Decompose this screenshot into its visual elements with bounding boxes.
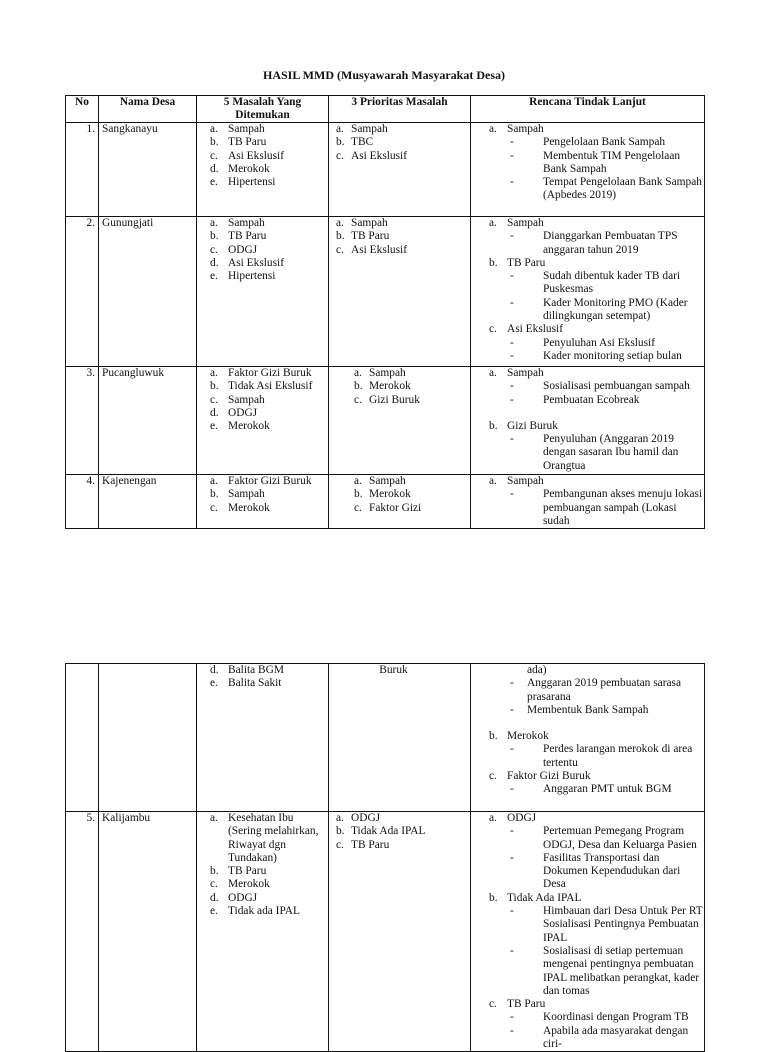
list-item (197, 892, 328, 905)
list-text: Sampah (228, 488, 265, 501)
lettered-list (329, 217, 470, 257)
lettered-list (329, 123, 470, 163)
list-item (197, 502, 328, 515)
dash-list (507, 743, 704, 770)
dash-list (507, 825, 704, 891)
list-marker: a. (336, 812, 344, 824)
dash-item: - Dianggarkan Pembuatan TPS anggaran tahun 2019 (507, 230, 704, 257)
list-text: Hipertensi (228, 176, 276, 189)
list-text: ODGJ (351, 812, 381, 824)
list-marker: d. (210, 891, 219, 904)
dash-list (507, 1011, 704, 1051)
list-item (197, 878, 328, 891)
action-plan-problem: Sampah (507, 217, 544, 229)
dash-list (507, 380, 704, 407)
header-no: No (66, 96, 99, 123)
dash-list (507, 270, 704, 323)
list-text: Asi Ekslusif (228, 149, 285, 162)
list-item (329, 502, 470, 515)
list-text: Sampah (351, 123, 388, 135)
action-plan-list (471, 475, 704, 528)
list-marker: d. (210, 664, 219, 676)
list-text: Sampah (369, 475, 406, 487)
list-marker: b. (489, 891, 498, 904)
list-item (197, 475, 328, 488)
list-text: Sampah (351, 217, 388, 229)
list-item (329, 150, 470, 163)
list-marker: c. (210, 243, 218, 256)
table-row-continued (66, 664, 705, 812)
list-text: Balita BGM (228, 664, 285, 676)
list-marker: c. (354, 393, 362, 406)
list-text: Kesehatan Ibu (Sering melahirkan, Riwayat dgn Tundakan) (228, 812, 319, 864)
list-item (197, 394, 328, 407)
dash-item: - Kader monitoring setiap bulan (507, 350, 704, 363)
list-marker: e. (210, 905, 218, 918)
list-text: TB Paru (228, 136, 267, 149)
list-marker: a. (210, 217, 218, 229)
list-item (197, 367, 328, 380)
header-rencana: Rencana Tindak Lanjut (471, 96, 705, 123)
list-marker: a. (489, 475, 497, 487)
list-item (197, 270, 328, 283)
table-header-row (66, 96, 705, 123)
list-item (197, 380, 328, 393)
cell-prioritas (329, 812, 471, 1052)
list-marker: c. (210, 149, 218, 162)
cell-prioritas (329, 217, 471, 367)
list-text: Sampah (228, 393, 265, 406)
dash-item: - Pertemuan Pemegang Program ODGJ, Desa dan Keluarga Pasien (507, 825, 704, 852)
list-item (197, 905, 328, 918)
action-plan-group (471, 892, 704, 998)
cell-prioritas (329, 123, 471, 217)
list-marker: b. (489, 256, 498, 269)
list-text: Hipertensi (228, 270, 276, 283)
table-row (66, 217, 705, 367)
list-item (329, 394, 470, 407)
list-item (197, 407, 328, 420)
list-marker: b. (354, 488, 363, 501)
dash-item: - Tempat Pengelolaan Bank Sampah (Apbedes 2019) (507, 176, 704, 203)
cell-nama-desa: Sangkanayu (99, 123, 197, 217)
dash-list (507, 230, 704, 257)
list-text: Asi Ekslusif (351, 243, 408, 256)
list-marker: c. (336, 838, 344, 851)
list-text: Tidak Asi Ekslusif (228, 380, 313, 393)
dash-item: - Fasilitas Transportasi dan Dokumen Kependudukan dari Desa (507, 852, 704, 892)
table-row (66, 123, 705, 217)
list-marker: e. (210, 420, 218, 433)
list-marker: a. (210, 367, 218, 379)
mmd-table-page1 (65, 95, 705, 529)
action-plan-list (471, 730, 704, 796)
list-marker: a. (354, 475, 362, 487)
action-plan-problem: Sampah (507, 475, 544, 487)
list-item (329, 367, 470, 380)
list-text: Merokok (228, 501, 270, 514)
list-text: TB Paru (351, 838, 390, 851)
action-plan-problem: Sampah (507, 367, 544, 379)
list-text: ODGJ (228, 891, 258, 904)
lettered-list (329, 367, 470, 407)
table-row (66, 475, 705, 529)
action-plan-problem: TB Paru (507, 998, 546, 1011)
lettered-list (197, 217, 328, 283)
continued-text: ada) (527, 664, 547, 676)
action-plan-group (471, 420, 704, 473)
list-marker: b. (210, 136, 219, 149)
list-text: Faktor Gizi (369, 501, 422, 514)
cell-masalah (197, 812, 329, 1052)
action-plan-list (471, 123, 704, 203)
list-text: Faktor Gizi Buruk (228, 475, 312, 487)
list-marker: b. (489, 730, 498, 743)
action-plan-group (471, 998, 704, 1051)
cell-no: 3. (66, 367, 99, 475)
action-plan-group (471, 730, 704, 770)
dash-item: - Koordinasi dengan Program TB (507, 1011, 704, 1024)
list-item (197, 257, 328, 270)
list-text: Sampah (228, 217, 265, 229)
list-item (197, 420, 328, 433)
table-row (66, 812, 705, 1052)
dash-item: - Penyuluhan (Anggaran 2019 dengan sasaran Ibu hamil dan Orangtua (507, 433, 704, 473)
cell-no: 2. (66, 217, 99, 367)
dash-list (507, 905, 704, 998)
list-text: TB Paru (228, 865, 267, 878)
dash-item: - Pembuatan Ecobreak (507, 394, 704, 407)
list-text: Asi Ekslusif (351, 149, 408, 162)
list-item (329, 475, 470, 488)
dash-item: - Membentuk TIM Pengelolaan Bank Sampah (507, 150, 704, 177)
list-marker: b. (336, 230, 345, 243)
action-plan-group (471, 812, 704, 892)
list-marker: b. (336, 136, 345, 149)
list-marker: a. (210, 812, 218, 824)
list-item (197, 136, 328, 149)
action-plan-group (471, 770, 704, 797)
list-marker: c. (489, 770, 497, 783)
list-marker: c. (336, 243, 344, 256)
list-marker: a. (489, 217, 497, 229)
action-plan-group (471, 323, 704, 363)
list-item (329, 825, 470, 838)
list-text: Merokok (228, 420, 270, 433)
list-text: Merokok (369, 380, 411, 393)
action-plan-group (471, 123, 704, 203)
dash-list (507, 337, 704, 364)
list-item (329, 380, 470, 393)
action-plan-group (471, 475, 704, 528)
list-text: Sampah (228, 123, 265, 135)
lettered-list (197, 123, 328, 189)
action-plan-problem: Sampah (507, 123, 544, 135)
list-text: TBC (351, 136, 374, 149)
cell-rencana (471, 367, 705, 475)
cell-masalah (197, 475, 329, 529)
list-item (197, 664, 328, 677)
list-marker: c. (336, 149, 344, 162)
list-text: ODGJ (228, 243, 258, 256)
list-marker: a. (336, 123, 344, 135)
dash-item: - Kader Monitoring PMO (Kader dilingkungan setempat) (507, 297, 704, 324)
list-marker: e. (210, 677, 218, 690)
list-item (197, 217, 328, 230)
cell-nama-desa (99, 664, 197, 812)
list-item (197, 488, 328, 501)
dash-item: - Himbauan dari Desa Untuk Per RT Sosialisasi Pentingnya Pembuatan IPAL (507, 905, 704, 945)
list-marker: b. (210, 488, 219, 501)
list-text: Asi Ekslusif (228, 256, 285, 269)
cell-prioritas (329, 475, 471, 529)
dash-item: - Sudah dibentuk kader TB dari Puskesmas (507, 270, 704, 297)
mmd-table-page2 (65, 663, 705, 1052)
list-item (197, 677, 328, 690)
cell-nama-desa: Kalijambu (99, 812, 197, 1052)
dash-item: - Apabila ada masyarakat dengan ciri- (507, 1025, 704, 1052)
cell-no: 4. (66, 475, 99, 529)
spacer (471, 717, 704, 730)
list-marker: a. (210, 475, 218, 487)
cell-masalah (197, 123, 329, 217)
list-text: Faktor Gizi Buruk (228, 367, 312, 379)
list-text: Sampah (369, 367, 406, 379)
list-item (197, 244, 328, 257)
action-plan-group (471, 367, 704, 420)
continued-items (471, 677, 704, 717)
header-prioritas: 3 Prioritas Masalah (329, 96, 471, 123)
lettered-list (197, 475, 328, 515)
list-text: Tidak ada IPAL (228, 905, 300, 918)
action-plan-problem: TB Paru (507, 256, 546, 269)
cell-prioritas: Buruk (329, 664, 471, 812)
list-marker: a. (354, 367, 362, 379)
list-item (329, 123, 470, 136)
list-marker: b. (210, 865, 219, 878)
action-plan-problem: Tidak Ada IPAL (507, 891, 582, 904)
spacer (507, 407, 704, 420)
list-item (329, 230, 470, 243)
list-marker: d. (210, 162, 219, 175)
list-marker: d. (210, 256, 219, 269)
lettered-list (197, 367, 328, 433)
list-text: Merokok (228, 162, 270, 175)
list-marker: b. (336, 825, 345, 838)
dash-item: - Sosialisasi pembuangan sampah (507, 380, 704, 393)
list-marker: c. (210, 878, 218, 891)
list-text: Tidak Ada IPAL (351, 825, 426, 838)
cell-masalah (197, 217, 329, 367)
list-text: Merokok (369, 488, 411, 501)
list-text: Balita Sakit (228, 677, 282, 690)
list-marker: d. (210, 406, 219, 419)
list-marker: c. (489, 998, 497, 1011)
list-marker: a. (489, 367, 497, 379)
list-marker: a. (489, 812, 497, 824)
dash-item: - Pengelolaan Bank Sampah (507, 136, 704, 149)
action-plan-list (471, 367, 704, 473)
header-nama-desa: Nama Desa (99, 96, 197, 123)
list-marker: b. (210, 230, 219, 243)
list-marker: a. (336, 217, 344, 229)
dash-item: - Pembangunan akses menuju lokasi pembuangan sampah (Lokasi sudah (507, 488, 704, 528)
list-text: TB Paru (228, 230, 267, 243)
cell-masalah (197, 664, 329, 812)
cell-masalah (197, 367, 329, 475)
action-plan-list (471, 217, 704, 363)
list-item (197, 150, 328, 163)
list-item (197, 176, 328, 189)
list-item (329, 217, 470, 230)
dash-list (507, 136, 704, 202)
action-plan-list (471, 812, 704, 1051)
dash-list (507, 783, 704, 796)
cell-rencana (471, 475, 705, 529)
cell-rencana (471, 123, 705, 217)
action-plan-problem: ODGJ (507, 812, 537, 824)
dash-item: - Sosialisasi di setiap pertemuan mengenai pentingnya pembuatan IPAL melibatkan perangkat, kader dan tomas (507, 945, 704, 998)
cell-no (66, 664, 99, 812)
action-plan-problem: Asi Ekslusif (507, 323, 564, 336)
cell-nama-desa: Kajenengan (99, 475, 197, 529)
list-marker: a. (210, 123, 218, 135)
list-marker: b. (210, 380, 219, 393)
lettered-list (197, 664, 328, 691)
cell-nama-desa: Pucangluwuk (99, 367, 197, 475)
list-text: Gizi Buruk (369, 393, 420, 406)
action-plan-group (471, 257, 704, 323)
cell-rencana (471, 812, 705, 1052)
list-marker: e. (210, 270, 218, 283)
list-item (197, 163, 328, 176)
list-item (197, 230, 328, 243)
list-item (197, 865, 328, 878)
table-row (66, 367, 705, 475)
list-marker: c. (210, 501, 218, 514)
list-marker: c. (210, 393, 218, 406)
document-title: HASIL MMD (Musyawarah Masyarakat Desa) (263, 68, 505, 82)
lettered-list (329, 475, 470, 515)
dash-item: - Membentuk Bank Sampah (507, 704, 704, 717)
action-plan-problem: Gizi Buruk (507, 419, 558, 432)
dash-item: - Anggaran PMT untuk BGM (507, 783, 704, 796)
cell-no: 5. (66, 812, 99, 1052)
lettered-list (329, 812, 470, 852)
list-marker: e. (210, 176, 218, 189)
action-plan-problem: Merokok (507, 730, 549, 743)
cell-rencana (471, 217, 705, 367)
cell-prioritas (329, 367, 471, 475)
list-item (197, 123, 328, 136)
dash-list (507, 488, 704, 528)
list-marker: a. (489, 123, 497, 135)
list-marker: c. (489, 323, 497, 336)
list-text: ODGJ (228, 406, 258, 419)
dash-item: - Perdes larangan merokok di area tertentu (507, 743, 704, 770)
list-item (329, 488, 470, 501)
dash-item: - Penyuluhan Asi Ekslusif (507, 337, 704, 350)
dash-list (507, 433, 704, 473)
cell-no: 1. (66, 123, 99, 217)
list-item (329, 812, 470, 825)
list-text: TB Paru (351, 230, 390, 243)
cell-rencana (471, 664, 705, 812)
dash-item: - Anggaran 2019 pembuatan sarasa prasarana (507, 677, 704, 704)
action-plan-group (471, 217, 704, 257)
list-marker: c. (354, 501, 362, 514)
list-item (329, 136, 470, 149)
list-item (329, 839, 470, 852)
action-plan-problem: Faktor Gizi Buruk (507, 770, 591, 783)
dash-list (507, 677, 704, 717)
list-item (197, 812, 328, 865)
list-text: Merokok (228, 878, 270, 891)
list-marker: b. (354, 380, 363, 393)
list-marker: b. (489, 419, 498, 432)
list-item (329, 244, 470, 257)
lettered-list (197, 812, 328, 918)
header-masalah: 5 Masalah Yang Ditemukan (197, 96, 329, 123)
cell-nama-desa: Gunungjati (99, 217, 197, 367)
